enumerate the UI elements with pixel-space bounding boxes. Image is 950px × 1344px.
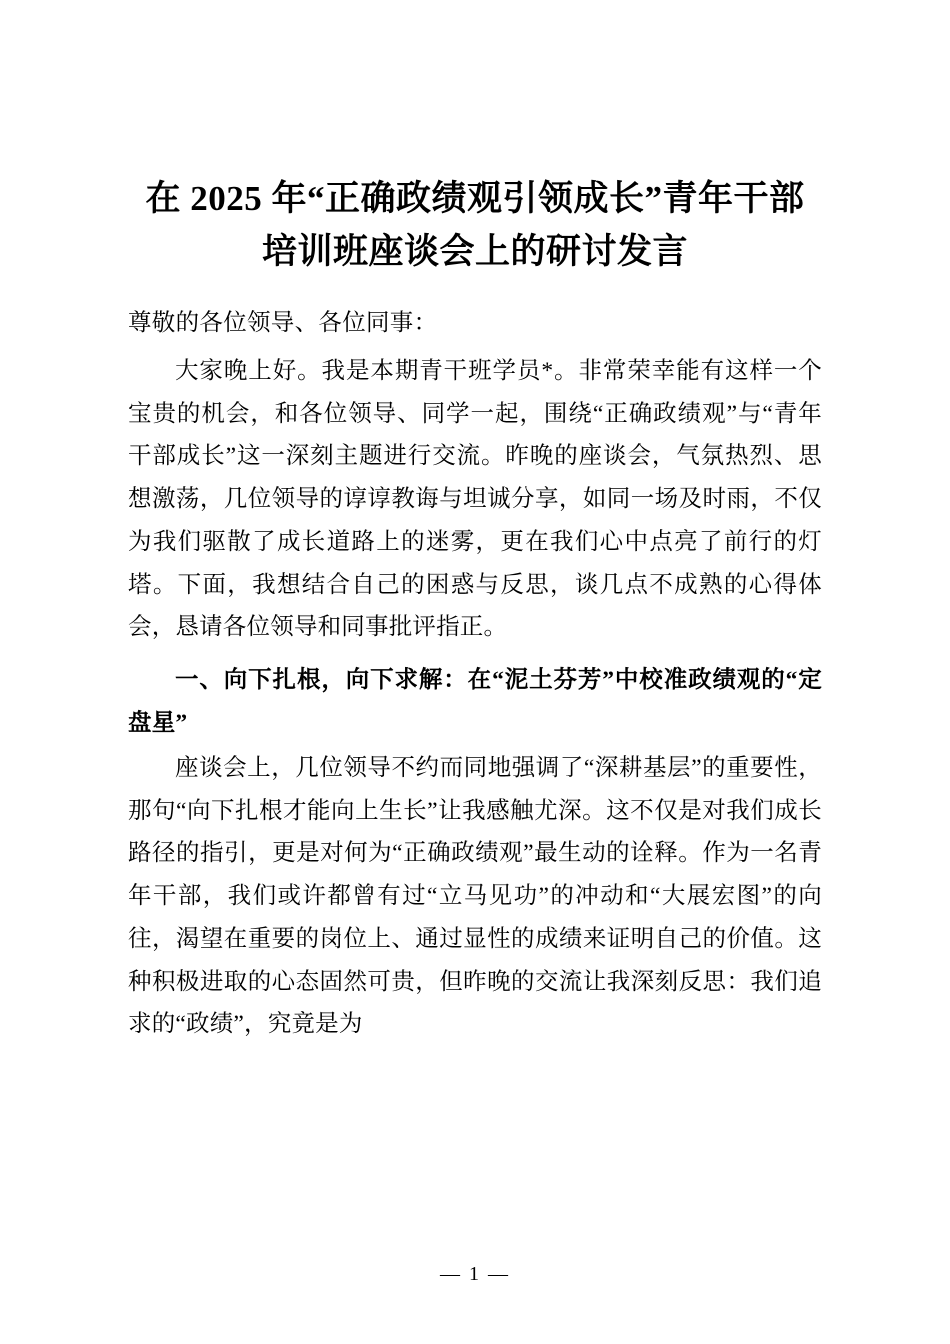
page-title: 在 2025 年“正确政绩观引领成长”青年干部培训班座谈会上的研讨发言: [145, 179, 805, 272]
section-heading: 一、向下扎根，向下求解：在“泥土芬芳”中校准政绩观的“定盘星”: [128, 667, 822, 736]
salutation-line: 尊敬的各位领导、各位同事：: [128, 310, 438, 337]
page-number-footer: — 1 —: [440, 1263, 510, 1285]
body-paragraph: 大家晚上好。我是本期青干班学员*。非常荣幸能有这样一个宝贵的机会，和各位领导、同学一起，围绕“正确政绩观”与“青年干部成长”这一深刻主题进行交流。昨晚的座谈会，气氛热烈、思想激荡，几位领导的谆谆教诲与坦诚分享，如同一场及时雨，不仅为我们驱散了成长道路上的迷雾，更在我们心中点亮了前行的灯塔。下面，我想结合自己的困惑与反思，谈几点不成熟的心得体会，恳请各位领导和同事批评指正。: [128, 357, 822, 641]
body-paragraph: 座谈会上，几位领导不约而同地强调了“深耕基层”的重要性，那句“向下扎根才能向上生长”让我感触尤深。这不仅是对我们成长路径的指引，更是对何为“正确政绩观”最生动的诠释。作为一名青年干部，我们或许都曾有过“立马见功”的冲动和“大展宏图”的向往，渴望在重要的岗位上、通过显性的成绩来证明自己的价值。这种积极进取的心态固然可贵，但昨晚的交流让我深刻反思：我们追求的“政绩”，究竟是为: [128, 754, 822, 1038]
